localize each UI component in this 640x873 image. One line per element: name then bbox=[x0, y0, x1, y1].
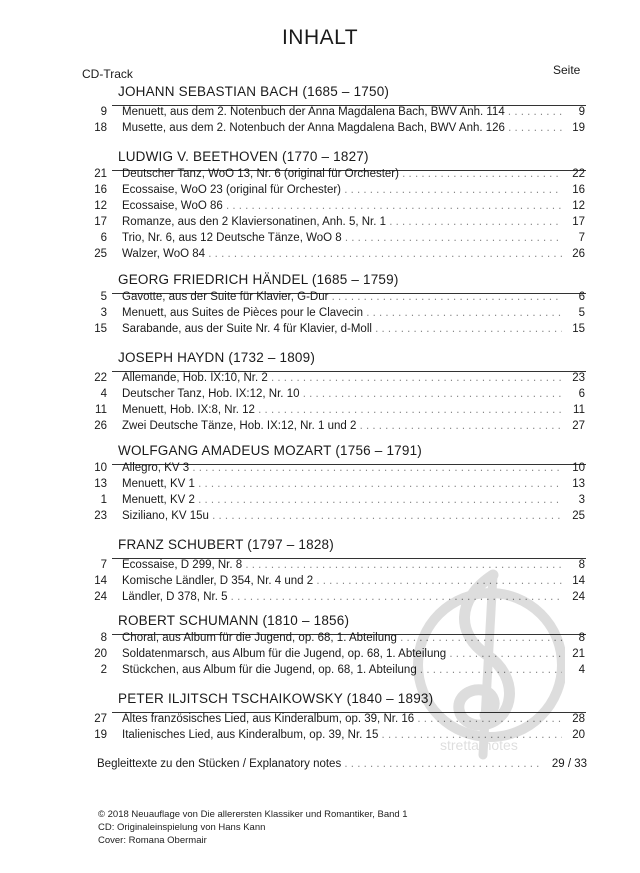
track-number: 4 bbox=[100, 388, 107, 400]
toc-entry[interactable] bbox=[0, 167, 640, 182]
piece-title: Menuett, KV 1 . . . bbox=[122, 477, 562, 492]
track-number: 26 bbox=[94, 420, 107, 432]
track-number: 20 bbox=[94, 648, 107, 660]
track-number: 17 bbox=[94, 216, 107, 228]
page-number: 8 bbox=[578, 632, 585, 644]
page-number: 9 bbox=[578, 106, 585, 118]
toc-entry[interactable] bbox=[0, 322, 640, 337]
page-number: 10 bbox=[572, 462, 585, 474]
piece-title: Ecossaise, WoO 23 (original für Orchester) . . . bbox=[122, 183, 562, 198]
page-number: 23 bbox=[572, 372, 585, 384]
piece-title: Menuett, aus dem 2. Notenbuch der Anna Magdalena Bach, BWV Anh. 114 . . . bbox=[122, 105, 562, 120]
imprint-footer bbox=[98, 808, 408, 847]
page-number: 4 bbox=[578, 664, 585, 676]
toc-entry[interactable] bbox=[0, 461, 640, 476]
track-number: 19 bbox=[94, 729, 107, 741]
page-number: 25 bbox=[572, 510, 585, 522]
page-number: 15 bbox=[572, 323, 585, 335]
track-number: 24 bbox=[94, 591, 107, 603]
track-number: 21 bbox=[94, 168, 107, 180]
toc-entry[interactable] bbox=[0, 558, 640, 573]
track-number: 25 bbox=[94, 248, 107, 260]
toc-entry[interactable] bbox=[0, 663, 640, 678]
track-number: 3 bbox=[100, 307, 107, 319]
page-number: 26 bbox=[572, 248, 585, 260]
piece-title: Ecossaise, D 299, Nr. 8 . . . bbox=[122, 558, 562, 573]
track-number: 9 bbox=[100, 106, 107, 118]
toc-entry[interactable] bbox=[0, 419, 640, 434]
track-number: 8 bbox=[100, 632, 107, 644]
page-number: 7 bbox=[578, 232, 585, 244]
piece-title: Stückchen, aus Album für die Jugend, op. 68, 1. Abteilung . . . bbox=[122, 663, 562, 678]
composer-heading: GEORG FRIEDRICH HÄNDEL (1685 – 1759) bbox=[118, 272, 399, 287]
toc-entry[interactable] bbox=[0, 290, 640, 305]
page-number: 12 bbox=[572, 200, 585, 212]
toc-entry[interactable] bbox=[0, 247, 640, 262]
toc-entry[interactable] bbox=[0, 477, 640, 492]
page-number: 6 bbox=[578, 291, 585, 303]
piece-title: Menuett, aus Suites de Pièces pour le Clavecin . . . bbox=[122, 306, 562, 321]
track-number: 1 bbox=[100, 494, 107, 506]
toc-entry[interactable] bbox=[0, 631, 640, 646]
toc-entry[interactable] bbox=[0, 590, 640, 605]
piece-title: Deutscher Tanz, Hob. IX:12, Nr. 10 . . . bbox=[122, 387, 562, 402]
track-number: 11 bbox=[95, 404, 107, 416]
piece-title: Altes französisches Lied, aus Kinderalbum, op. 39, Nr. 16 . . . bbox=[122, 712, 562, 727]
track-number: 27 bbox=[94, 713, 107, 725]
piece-title: Romanze, aus den 2 Klaviersonatinen, Anh. 5, Nr. 1 . . . bbox=[122, 215, 562, 230]
track-number: 5 bbox=[100, 291, 107, 303]
imprint-cover: Cover: Romana Obermair bbox=[98, 835, 207, 846]
page-number: 13 bbox=[572, 478, 585, 490]
piece-title: Gavotte, aus der Suite für Klavier, G-Dur . . . bbox=[122, 290, 562, 305]
page-number: 19 bbox=[572, 122, 585, 134]
composer-heading: LUDWIG V. BEETHOVEN (1770 – 1827) bbox=[118, 149, 369, 164]
composer-heading: JOHANN SEBASTIAN BACH (1685 – 1750) bbox=[118, 84, 390, 99]
track-number: 6 bbox=[100, 232, 107, 244]
toc-entry[interactable] bbox=[0, 493, 640, 508]
page-number: 20 bbox=[572, 729, 585, 741]
track-number: 15 bbox=[94, 323, 107, 335]
track-number: 2 bbox=[100, 664, 107, 676]
toc-entry[interactable] bbox=[0, 199, 640, 214]
toc-entry[interactable] bbox=[0, 306, 640, 321]
toc-entry[interactable] bbox=[0, 371, 640, 386]
piece-title: Choral, aus Album für die Jugend, op. 68, 1. Abteilung . . . bbox=[122, 631, 562, 646]
notes-page-number: 29 / 33 bbox=[551, 758, 587, 770]
notes-label: Begleittexte zu den Stücken / Explanatory notes . . . bbox=[97, 757, 543, 772]
track-number: 7 bbox=[100, 559, 107, 571]
piece-title: Zwei Deutsche Tänze, Hob. IX:12, Nr. 1 und 2 . . . bbox=[122, 419, 562, 434]
piece-title: Walzer, WoO 84 . . . bbox=[122, 247, 562, 262]
page-column-header: Seite bbox=[553, 63, 581, 77]
toc-entry[interactable] bbox=[0, 183, 640, 198]
composer-heading: PETER ILJITSCH TSCHAIKOWSKY (1840 – 1893) bbox=[118, 691, 434, 706]
track-number: 16 bbox=[94, 184, 107, 196]
toc-entry[interactable] bbox=[0, 728, 640, 743]
track-number: 23 bbox=[94, 510, 107, 522]
imprint-edition: © 2018 Neuauflage von Die allerersten Klassiker und Romantiker, Band 1 bbox=[98, 809, 408, 820]
track-number: 22 bbox=[94, 372, 107, 384]
page-number: 24 bbox=[572, 591, 585, 603]
toc-entry[interactable] bbox=[0, 231, 640, 246]
piece-title: Ländler, D 378, Nr. 5 . . . bbox=[122, 590, 562, 605]
toc-entry[interactable] bbox=[0, 647, 640, 662]
composer-heading: ROBERT SCHUMANN (1810 – 1856) bbox=[118, 613, 350, 628]
page-number: 8 bbox=[578, 559, 585, 571]
toc-entry[interactable] bbox=[0, 105, 640, 120]
toc-entry[interactable] bbox=[0, 509, 640, 524]
track-number: 12 bbox=[94, 200, 107, 212]
page-number: 3 bbox=[578, 494, 585, 506]
page-number: 14 bbox=[572, 575, 585, 587]
toc-entry[interactable] bbox=[0, 403, 640, 418]
track-number: 14 bbox=[94, 575, 107, 587]
toc-entry[interactable] bbox=[0, 215, 640, 230]
toc-entry[interactable] bbox=[0, 387, 640, 402]
imprint-cd: CD: Originaleinspielung von Hans Kann bbox=[98, 822, 266, 833]
piece-title: Komische Ländler, D 354, Nr. 4 und 2 . . . bbox=[122, 574, 562, 589]
piece-title: Musette, aus dem 2. Notenbuch der Anna Magdalena Bach, BWV Anh. 126 . . . bbox=[122, 121, 562, 136]
composer-heading: JOSEPH HAYDN (1732 – 1809) bbox=[118, 350, 316, 365]
page-number: 16 bbox=[572, 184, 585, 196]
piece-title: Allegro, KV 3 . . . bbox=[122, 461, 562, 476]
piece-title: Deutscher Tanz, WoO 13, Nr. 6 (original für Orchester) . . . bbox=[122, 167, 562, 182]
page-number: 5 bbox=[578, 307, 585, 319]
piece-title: Siziliano, KV 15u . . . bbox=[122, 509, 562, 524]
track-number: 10 bbox=[94, 462, 107, 474]
piece-title: Soldatenmarsch, aus Album für die Jugend, op. 68, 1. Abteilung . . . bbox=[122, 647, 562, 662]
notes-entry[interactable] bbox=[97, 757, 597, 772]
page-number: 28 bbox=[572, 713, 585, 725]
cd-track-column-header: CD-Track bbox=[82, 67, 133, 81]
page-number: 17 bbox=[572, 216, 585, 228]
toc-entry[interactable] bbox=[0, 121, 640, 136]
piece-title: Menuett, Hob. IX:8, Nr. 12 . . . bbox=[122, 403, 562, 418]
piece-title: Italienisches Lied, aus Kinderalbum, op. 39, Nr. 15 . . . bbox=[122, 728, 562, 743]
page-number: 6 bbox=[578, 388, 585, 400]
track-number: 13 bbox=[94, 478, 107, 490]
page-title: INHALT bbox=[281, 26, 359, 49]
page-number: 11 bbox=[573, 404, 585, 416]
piece-title: Sarabande, aus der Suite Nr. 4 für Klavier, d-Moll . . . bbox=[122, 322, 562, 337]
piece-title: Menuett, KV 2 . . . bbox=[122, 493, 562, 508]
track-number: 18 bbox=[94, 122, 107, 134]
composer-heading: FRANZ SCHUBERT (1797 – 1828) bbox=[118, 537, 334, 552]
page-number: 27 bbox=[572, 420, 585, 432]
toc-entry[interactable] bbox=[0, 574, 640, 589]
composer-heading: WOLFGANG AMADEUS MOZART (1756 – 1791) bbox=[118, 443, 422, 458]
page-number: 22 bbox=[572, 168, 585, 180]
piece-title: Ecossaise, WoO 86 . . . bbox=[122, 199, 562, 214]
page-number: 21 bbox=[572, 648, 585, 660]
piece-title: Allemande, Hob. IX:10, Nr. 2 . . . bbox=[122, 371, 562, 386]
toc-entry[interactable] bbox=[0, 712, 640, 727]
piece-title: Trio, Nr. 6, aus 12 Deutsche Tänze, WoO 8 . . . bbox=[122, 231, 562, 246]
watermark-text: stretta-notes bbox=[440, 737, 518, 753]
